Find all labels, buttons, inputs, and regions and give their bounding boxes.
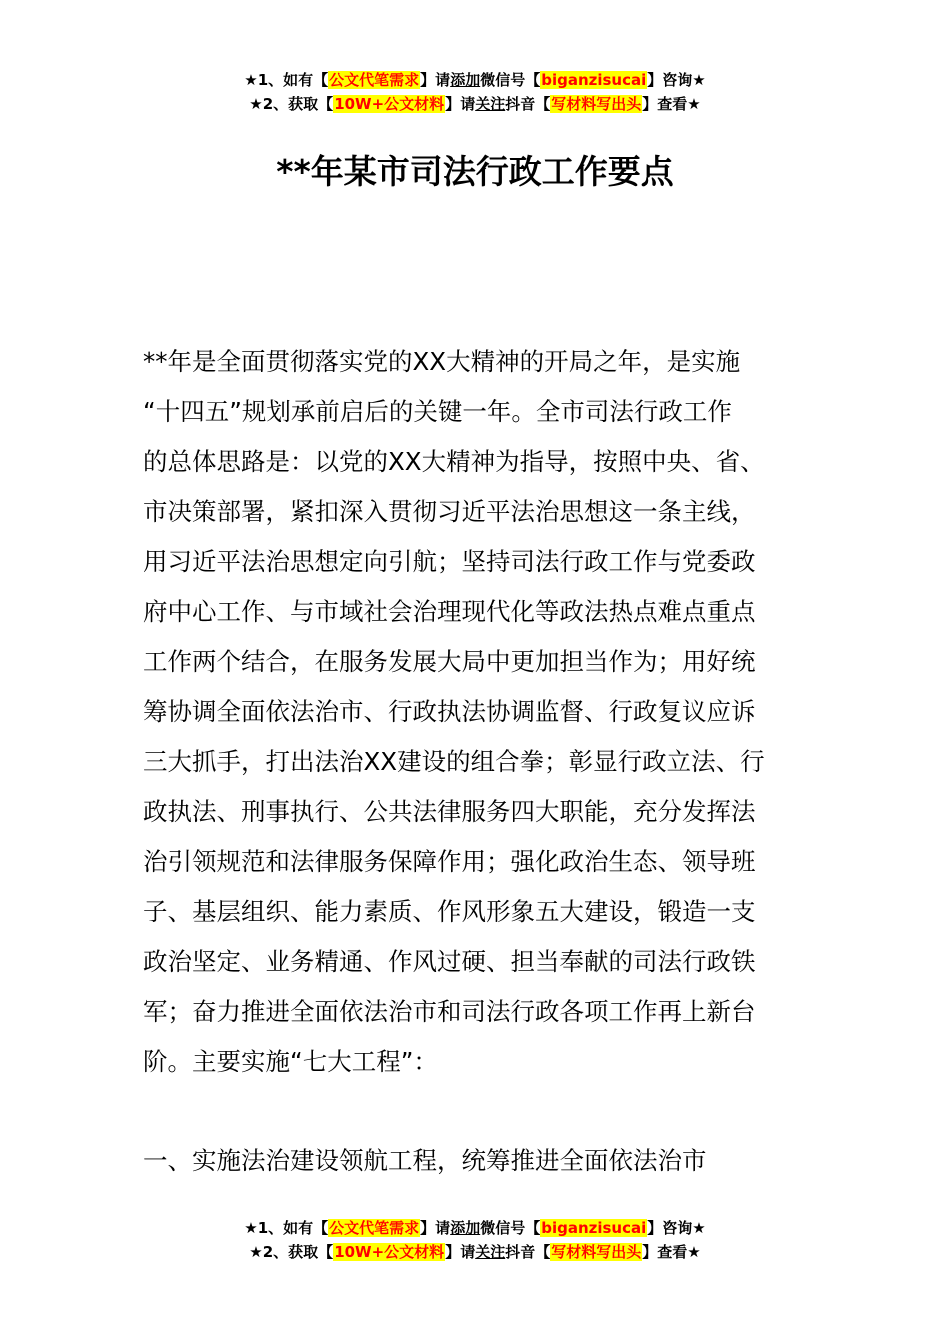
paragraph-line: 市决策部署，紧扣深入贯彻习近平法治思想这一条主线，: [143, 497, 756, 526]
highlight-materials: 10W+公文材料: [334, 95, 445, 113]
paragraph-line: 用习近平法治思想定向引航；坚持司法行政工作与党委政: [143, 547, 756, 576]
banner-line-1: [0, 68, 950, 92]
highlight-wechat-id: biganzisucai: [541, 71, 647, 89]
paragraph-line: 府中心工作、与市域社会治理现代化等政法热点难点重点: [143, 597, 756, 626]
paragraph-line: 军；奋力推进全面依法治市和司法行政各项工作再上新台: [143, 997, 756, 1026]
document-title: **年某市司法行政工作要点: [276, 152, 674, 191]
section-heading-1: 一、实施法治建设领航工程，统筹推进全面依法治市: [143, 1146, 707, 1175]
paragraph-line: 工作两个结合，在服务发展大局中更加担当作为；用好统: [143, 647, 756, 676]
highlight-service: 公文代笔需求: [329, 1219, 420, 1237]
paragraph-line: 政执法、刑事执行、公共法律服务四大职能，充分发挥法: [143, 797, 756, 826]
banner-text: 微信号【: [480, 1219, 541, 1237]
banner-text: 抖音【: [505, 1243, 551, 1261]
highlight-wechat-id: biganzisucai: [541, 1219, 647, 1237]
highlight-service: 公文代笔需求: [329, 71, 420, 89]
banner-text: 】请: [445, 95, 476, 113]
banner-text: 】请: [420, 71, 451, 89]
banner-text: ★1、如有【: [244, 1219, 329, 1237]
underlined-text: 添加: [450, 1219, 481, 1237]
paragraph-line: “十四五”规划承前启后的关键一年。全市司法行政工作: [143, 397, 732, 426]
paragraph-line: 的总体思路是：以党的XX大精神为指导，按照中央、省、: [143, 447, 765, 476]
highlight-douyin-id: 写材料写出头: [551, 95, 642, 113]
underlined-text: 关注: [475, 1243, 506, 1261]
highlight-materials: 10W+公文材料: [334, 1243, 445, 1261]
paragraph-line: 政治坚定、业务精通、作风过硬、担当奉献的司法行政铁: [143, 947, 756, 976]
banner-line-1: [0, 1216, 950, 1240]
paragraph-line: 筹协调全面依法治市、行政执法协调监督、行政复议应诉: [143, 697, 756, 726]
paragraph-line: 阶。主要实施“七大工程”：: [143, 1047, 438, 1076]
highlight-douyin-id: 写材料写出头: [551, 1243, 642, 1261]
banner-line-2: [0, 92, 950, 116]
bottom-banner: [0, 1216, 950, 1264]
paragraph-line: 治引领规范和法律服务保障作用；强化政治生态、领导班: [143, 847, 756, 876]
banner-text: 抖音【: [505, 95, 551, 113]
top-banner: [0, 68, 950, 116]
paragraph-line: 三大抓手，打出法治XX建设的组合拳；彰显行政立法、行: [143, 747, 765, 776]
banner-text: 】查看★: [642, 1243, 701, 1261]
banner-text: 】请: [445, 1243, 476, 1261]
banner-text: ★2、获取【: [249, 95, 334, 113]
banner-text: 】请: [420, 1219, 451, 1237]
paragraph-line: **年是全面贯彻落实党的XX大精神的开局之年，是实施: [143, 347, 741, 376]
banner-text: ★1、如有【: [244, 71, 329, 89]
body-paragraph: [143, 337, 811, 1087]
paragraph-line: 子、基层组织、能力素质、作风形象五大建设，锻造一支: [143, 897, 756, 926]
underlined-text: 关注: [475, 95, 506, 113]
banner-line-2: [0, 1240, 950, 1264]
banner-text: ★2、获取【: [249, 1243, 334, 1261]
banner-text: 】咨询★: [647, 1219, 706, 1237]
banner-text: 】查看★: [642, 95, 701, 113]
banner-text: 】咨询★: [647, 71, 706, 89]
underlined-text: 添加: [450, 71, 481, 89]
banner-text: 微信号【: [480, 71, 541, 89]
